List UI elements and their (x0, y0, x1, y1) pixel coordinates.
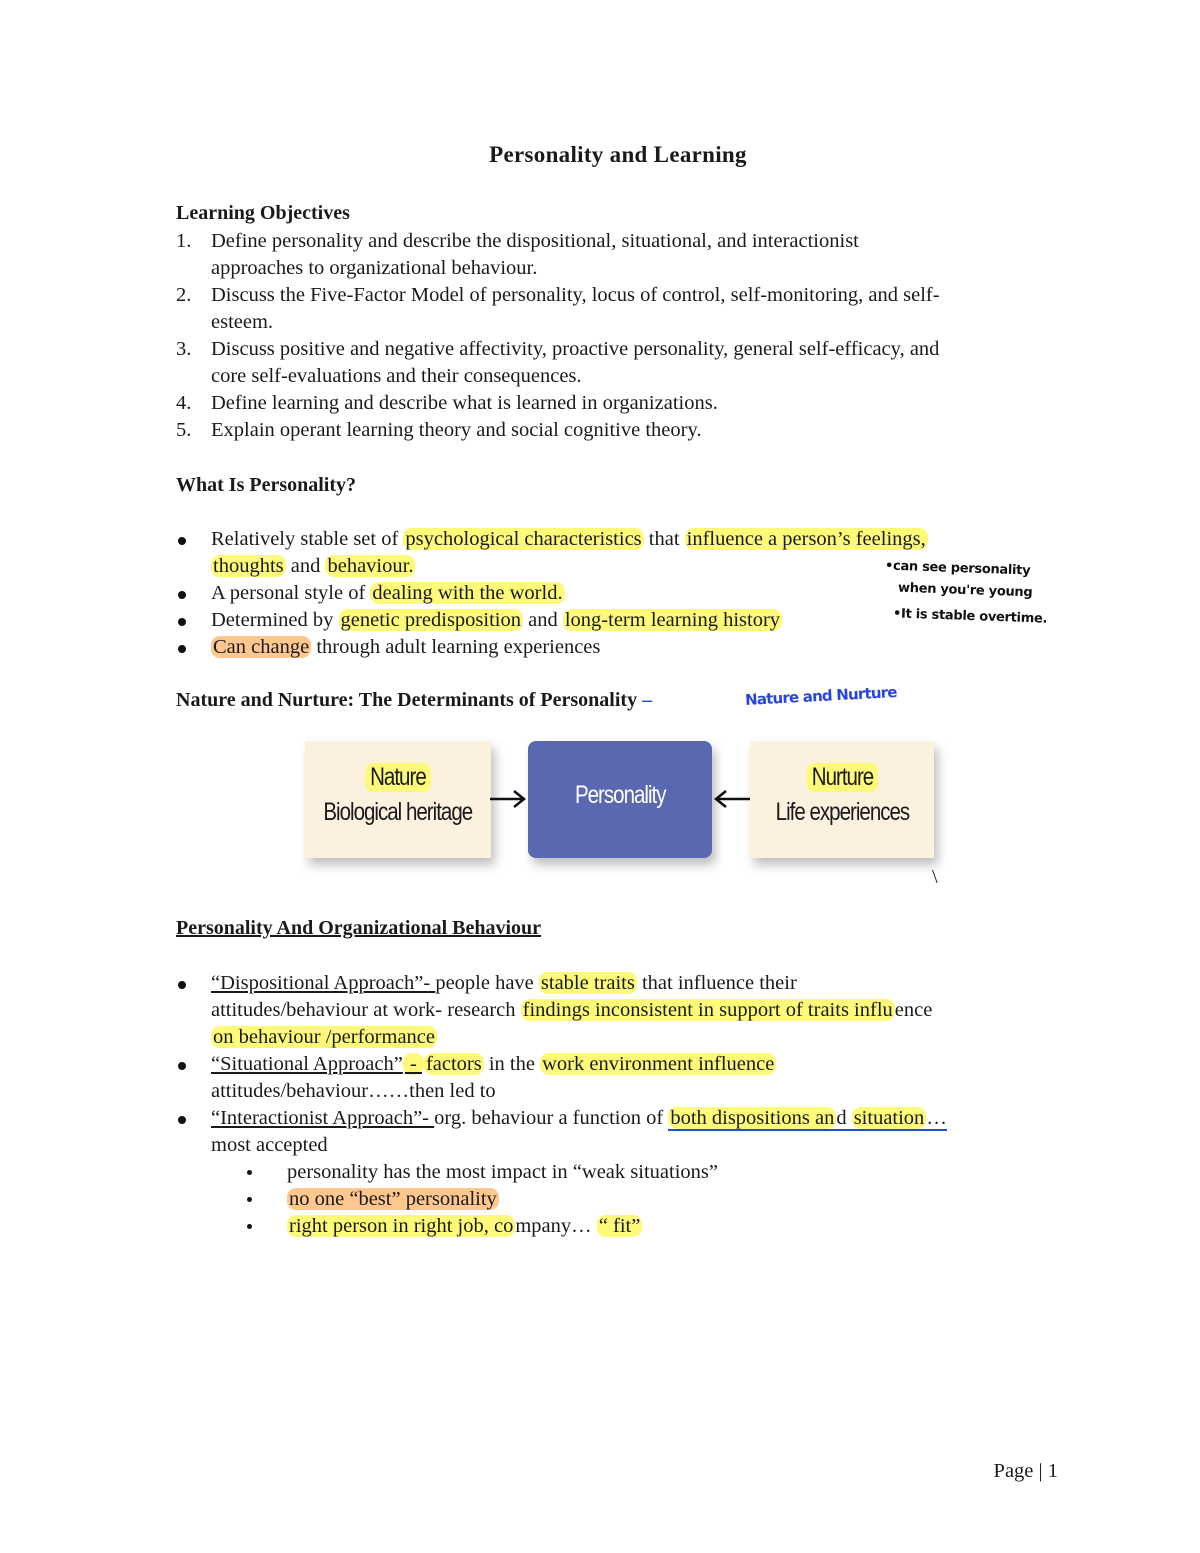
nature-subtitle: Biological heritage (323, 798, 473, 826)
page-number: Page | 1 (993, 1460, 1058, 1482)
objective-item: 5. Explain operant learning theory and social cognitive theory. (176, 419, 702, 441)
sub-list-item: right person in right job, company… “ fit” (211, 1213, 1076, 1240)
nurture-title: Nurture (806, 763, 877, 792)
nature-heading: Nature and Nurture: The Determinants of Personality – (176, 689, 653, 711)
bullet-icon (178, 645, 186, 653)
objective-item: 3. Discuss positive and negative affectivity, proactive personality, general self-efficacy, and core self-evaluations and their consequences. (176, 338, 940, 387)
nature-title: Nature (365, 763, 430, 792)
arrow-right-icon (488, 788, 528, 810)
objectives-heading: Learning Objectives (176, 202, 350, 224)
bullet-icon (178, 537, 186, 545)
bullet-icon (178, 591, 186, 599)
bullet-icon (178, 618, 186, 626)
page-title: Personality and Learning (489, 142, 747, 167)
nurture-box (750, 741, 934, 858)
bullet-icon (247, 1197, 252, 1202)
bullet-icon (178, 1116, 186, 1124)
list-item: A personal style of dealing with the world. (176, 580, 1076, 607)
personality-label: Personality (574, 781, 666, 809)
bullet-icon (247, 1170, 252, 1175)
sub-list-item: no one “best” personality (211, 1186, 1076, 1213)
handwritten-note-1b: when you're young (897, 580, 1033, 601)
list-item: “Dispositional Approach”- people have stable traits that influence their attitudes/behaviour at work- research findings inconsistent in support of traits influence on behaviour /performance (176, 970, 1076, 1051)
bullet-icon (178, 981, 186, 989)
sub-list-item: personality has the most impact in “weak situations” (211, 1159, 1076, 1186)
list-item: Determined by genetic predisposition and long-term learning history (176, 607, 1076, 634)
list-item: Can change through adult learning experiences (176, 634, 1076, 661)
stray-backslash: \ (932, 866, 938, 888)
nature-box (305, 741, 491, 858)
bullet-icon (247, 1224, 252, 1229)
handwritten-note-1a: •can see personality (884, 558, 1031, 579)
list-item: “Interactionist Approach”- org. behaviour a function of both dispositions and situation… most accepted personality has the most impact in “weak situations” no one “best” personality right person in right job, company… “ fit” (176, 1105, 1076, 1240)
ob-heading: Personality And Organizational Behaviour (176, 917, 542, 939)
nurture-subtitle: Life experiences (775, 798, 909, 826)
arrow-left-icon (712, 788, 752, 810)
handwritten-annotation: Nature and Nurture (744, 683, 898, 709)
ob-bullets (176, 970, 1076, 1240)
objectives-list (176, 228, 1066, 444)
objective-item: 4. Define learning and describe what is learned in organizations. (176, 392, 718, 414)
objective-item: 2. Discuss the Five-Factor Model of personality, locus of control, self-monitoring, and self- esteem. (176, 284, 940, 333)
bullet-icon (178, 1062, 186, 1070)
list-item: “Situational Approach” - factors in the work environment influence attitudes/behaviour……then led to (176, 1051, 1076, 1105)
handwritten-note-2: •It is stable overtime. (892, 606, 1048, 627)
objective-item: 1. Define personality and describe the dispositional, situational, and interactionist approaches to organizational behaviour. (176, 230, 859, 279)
personality-heading: What Is Personality? (176, 474, 356, 496)
personality-box (528, 741, 712, 858)
list-item: Relatively stable set of psychological characteristics that influence a person’s feelings, thoughts and behaviour. (176, 526, 1076, 580)
